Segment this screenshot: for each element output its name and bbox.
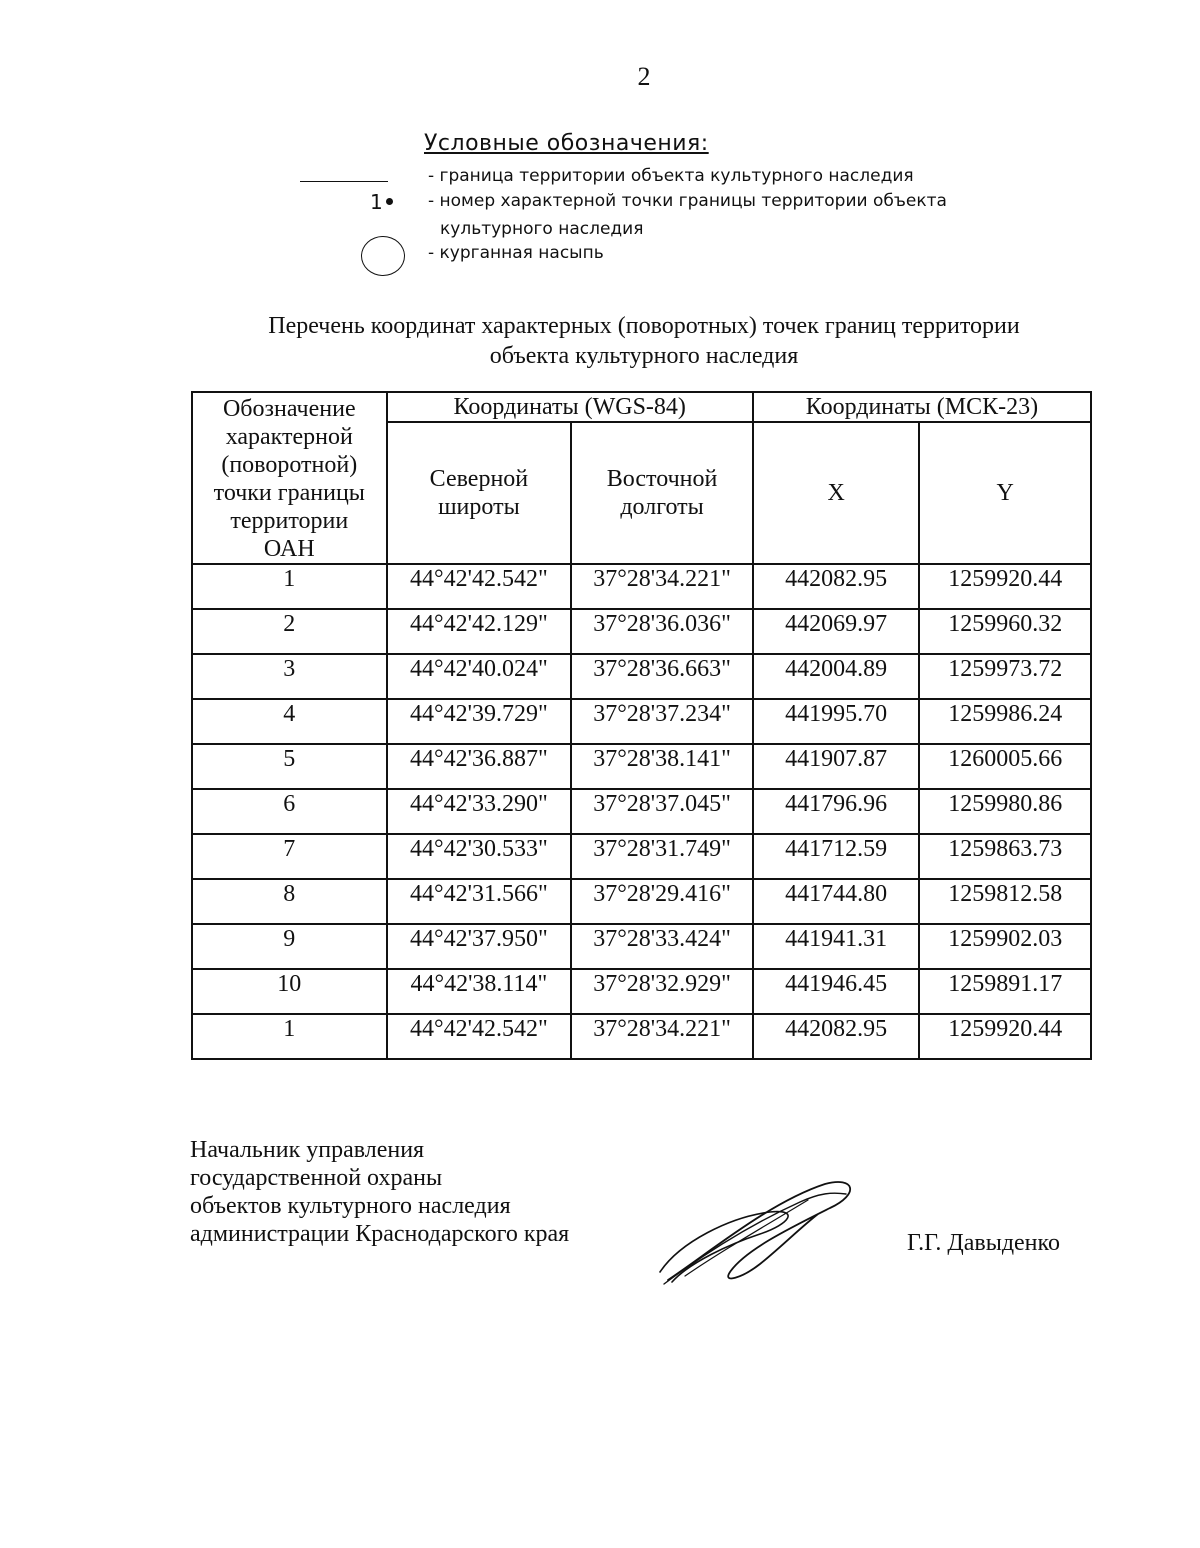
cell-y: 1259980.86 — [919, 789, 1091, 834]
cell-point-number: 4 — [192, 699, 387, 744]
header-east — [571, 422, 753, 564]
cell-latitude: 44°42'42.542" — [387, 1014, 572, 1059]
header-north — [387, 422, 572, 564]
cell-y: 1259902.03 — [919, 924, 1091, 969]
table-row — [192, 924, 1091, 969]
circle-icon — [361, 236, 405, 276]
list-title-line-1: Перечень координат характерных (поворотных) точек границ территории — [268, 313, 1020, 339]
header-designation-line: Обозначение — [222, 396, 356, 422]
cell-latitude: 44°42'39.729" — [387, 699, 572, 744]
cell-latitude: 44°42'42.129" — [387, 609, 572, 654]
table-row — [192, 744, 1091, 789]
cell-x: 442004.89 — [753, 654, 920, 699]
table-row — [192, 789, 1091, 834]
cell-longitude: 37°28'34.221" — [571, 564, 753, 609]
cell-x: 441995.70 — [753, 699, 920, 744]
point-number-icon — [370, 190, 393, 214]
cell-longitude: 37°28'32.929" — [571, 969, 753, 1014]
cell-latitude: 44°42'30.533" — [387, 834, 572, 879]
cell-y: 1259960.32 — [919, 609, 1091, 654]
cell-point-number: 2 — [192, 609, 387, 654]
legend-mound-text: - курганная насыпь — [428, 243, 604, 263]
legend-title: Условные обозначения: — [424, 131, 709, 156]
cell-x: 441796.96 — [753, 789, 920, 834]
signer-title-line: администрации Краснодарского края — [190, 1221, 570, 1247]
cell-point-number: 10 — [192, 969, 387, 1014]
cell-latitude: 44°42'42.542" — [387, 564, 572, 609]
header-designation-line: характерной — [225, 424, 353, 450]
cell-y: 1259920.44 — [919, 564, 1091, 609]
cell-latitude: 44°42'31.566" — [387, 879, 572, 924]
cell-x: 441712.59 — [753, 834, 920, 879]
cell-y: 1259863.73 — [919, 834, 1091, 879]
header-designation-line: территории — [230, 508, 349, 534]
cell-latitude: 44°42'40.024" — [387, 654, 572, 699]
cell-latitude: 44°42'36.887" — [387, 744, 572, 789]
point-number-symbol: 1 — [370, 190, 383, 214]
signer-title-line: объектов культурного наследия — [190, 1193, 511, 1219]
point-dot-icon — [386, 198, 393, 205]
cell-point-number: 5 — [192, 744, 387, 789]
cell-longitude: 37°28'36.663" — [571, 654, 753, 699]
cell-point-number: 7 — [192, 834, 387, 879]
list-title — [0, 311, 1200, 371]
cell-latitude: 44°42'37.950" — [387, 924, 572, 969]
signer-title — [190, 1136, 569, 1248]
cell-longitude: 37°28'29.416" — [571, 879, 753, 924]
cell-x: 441744.80 — [753, 879, 920, 924]
coordinates-table — [191, 391, 1092, 1060]
boundary-line-icon — [300, 181, 388, 182]
table-row — [192, 564, 1091, 609]
page-number: 2 — [637, 62, 651, 91]
cell-longitude: 37°28'37.234" — [571, 699, 753, 744]
header-north-line: широты — [438, 494, 520, 521]
table-row — [192, 834, 1091, 879]
cell-x: 442082.95 — [753, 1014, 920, 1059]
cell-point-number: 1 — [192, 1014, 387, 1059]
header-designation-line: точки границы — [213, 480, 365, 506]
cell-longitude: 37°28'33.424" — [571, 924, 753, 969]
cell-y: 1259986.24 — [919, 699, 1091, 744]
cell-y: 1259891.17 — [919, 969, 1091, 1014]
cell-x: 441946.45 — [753, 969, 920, 1014]
signer-title-line: Начальник управления — [190, 1137, 425, 1163]
table-row — [192, 699, 1091, 744]
cell-x: 441907.87 — [753, 744, 920, 789]
list-title-line-2: объекта культурного наследия — [489, 343, 799, 369]
header-msk23: Координаты (МСК-23) — [753, 392, 1091, 422]
header-east-line: долготы — [620, 494, 704, 521]
cell-point-number: 1 — [192, 564, 387, 609]
signature-icon — [650, 1172, 870, 1292]
cell-longitude: 37°28'37.045" — [571, 789, 753, 834]
header-north-line: Северной — [429, 466, 529, 493]
header-x: X — [753, 422, 920, 564]
header-designation-line: (поворотной) — [221, 452, 358, 478]
cell-longitude: 37°28'31.749" — [571, 834, 753, 879]
cell-x: 441941.31 — [753, 924, 920, 969]
cell-latitude: 44°42'33.290" — [387, 789, 572, 834]
table-row — [192, 879, 1091, 924]
cell-latitude: 44°42'38.114" — [387, 969, 572, 1014]
header-designation — [192, 392, 387, 564]
signer-name: Г.Г. Давыденко — [907, 1230, 1060, 1256]
legend-point-text-2: культурного наследия — [440, 219, 644, 239]
table-row — [192, 654, 1091, 699]
table-body — [192, 564, 1091, 1059]
header-east-line: Восточной — [606, 466, 718, 493]
cell-x: 442069.97 — [753, 609, 920, 654]
table-row — [192, 1014, 1091, 1059]
table-row — [192, 969, 1091, 1014]
header-y: Y — [919, 422, 1091, 564]
legend-point-text-1: - номер характерной точки границы территории объекта — [428, 191, 947, 211]
cell-longitude: 37°28'34.221" — [571, 1014, 753, 1059]
cell-point-number: 3 — [192, 654, 387, 699]
cell-x: 442082.95 — [753, 564, 920, 609]
cell-point-number: 9 — [192, 924, 387, 969]
cell-longitude: 37°28'38.141" — [571, 744, 753, 789]
table-header-row — [192, 392, 1091, 422]
table-row — [192, 609, 1091, 654]
cell-y: 1260005.66 — [919, 744, 1091, 789]
cell-y: 1259920.44 — [919, 1014, 1091, 1059]
header-designation-line: ОАН — [263, 536, 315, 562]
signer-title-line: государственной охраны — [190, 1165, 443, 1191]
cell-point-number: 8 — [192, 879, 387, 924]
cell-y: 1259973.72 — [919, 654, 1091, 699]
cell-longitude: 37°28'36.036" — [571, 609, 753, 654]
cell-point-number: 6 — [192, 789, 387, 834]
cell-y: 1259812.58 — [919, 879, 1091, 924]
header-wgs84: Координаты (WGS-84) — [387, 392, 753, 422]
legend-boundary-text: - граница территории объекта культурного наследия — [428, 166, 914, 186]
